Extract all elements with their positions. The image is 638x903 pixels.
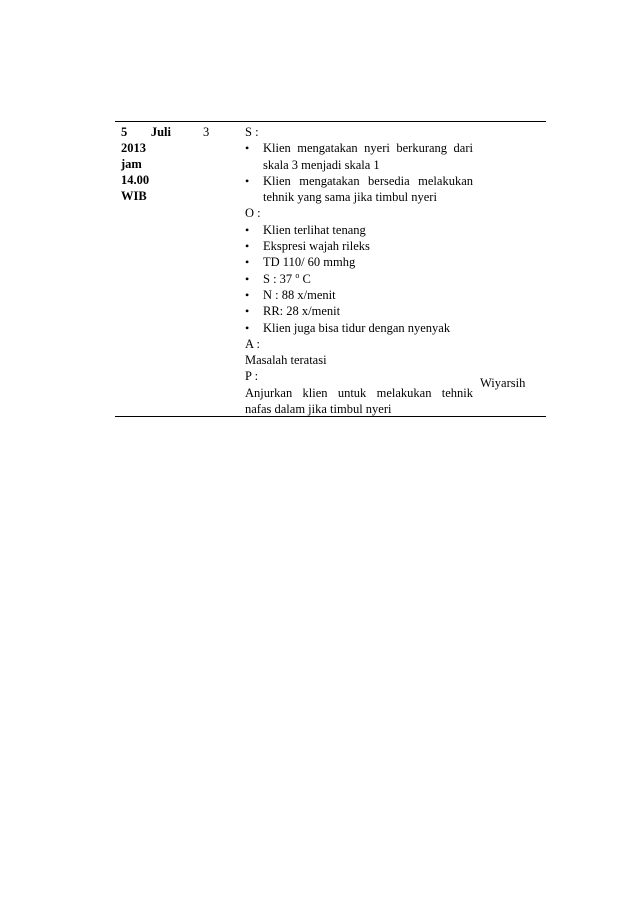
plan-label: P :	[245, 369, 259, 384]
nurse-signature-name: Wiyarsih	[480, 376, 526, 390]
assessment-text: Masalah teratasi	[245, 353, 327, 368]
table-top-rule	[115, 121, 546, 122]
subjective-label: S :	[245, 125, 259, 139]
degree-superscript: o	[295, 270, 300, 280]
plan-text: Anjurkan klien untuk melakukan tehnik nafas dalam jika timbul nyeri	[245, 385, 473, 417]
bullet-icon: •	[245, 255, 250, 270]
temperature-text: S : 37	[263, 271, 296, 286]
time-value: 14.00	[121, 173, 150, 187]
list-item	[245, 238, 473, 254]
bullet-icon: •	[245, 173, 250, 188]
list-item	[245, 320, 473, 336]
assessment-label: A :	[245, 336, 260, 351]
objective-item: TD 110/ 60 mmhg	[263, 255, 356, 270]
list-item	[245, 254, 473, 270]
objective-item-temperature	[263, 271, 473, 287]
time-label: jam	[121, 157, 142, 171]
subjective-item: Klien mengatakan nyeri berkurang dari skala 3 menjadi skala 1	[263, 141, 473, 172]
objective-item: Klien terlihat tenang	[263, 222, 366, 237]
objective-label: O :	[245, 206, 261, 221]
objective-item: Klien juga bisa tidur dengan nyenyak	[263, 320, 451, 335]
objective-item: N : 88 x/menit	[263, 287, 336, 302]
list-item	[245, 303, 473, 319]
list-item	[245, 287, 473, 303]
temperature-unit: C	[299, 271, 311, 286]
list-item	[245, 173, 473, 206]
evaluation-cell	[245, 124, 473, 417]
bullet-icon: •	[245, 304, 250, 319]
date-day: 5	[121, 125, 128, 139]
bullet-icon: •	[245, 271, 250, 286]
list-item	[245, 140, 473, 173]
date-year: 2013	[121, 141, 146, 155]
bullet-icon: •	[245, 287, 250, 302]
list-item	[245, 271, 473, 287]
table-bottom-rule	[115, 416, 546, 417]
date-time-cell	[121, 124, 171, 204]
subjective-item: Klien mengatakan bersedia melakukan tehnik yang sama jika timbul nyeri	[263, 173, 473, 205]
bullet-icon: •	[245, 320, 250, 335]
diagnosis-number: 3	[203, 125, 210, 139]
time-zone: WIB	[121, 189, 147, 203]
objective-item: Ekspresi wajah rileks	[263, 239, 370, 254]
bullet-icon: •	[245, 239, 250, 254]
bullet-icon: •	[245, 222, 250, 237]
objective-item: RR: 28 x/menit	[263, 304, 341, 319]
date-month: Juli	[150, 125, 171, 139]
date-day-month	[121, 124, 171, 140]
bullet-icon: •	[245, 141, 250, 156]
list-item	[245, 222, 473, 238]
